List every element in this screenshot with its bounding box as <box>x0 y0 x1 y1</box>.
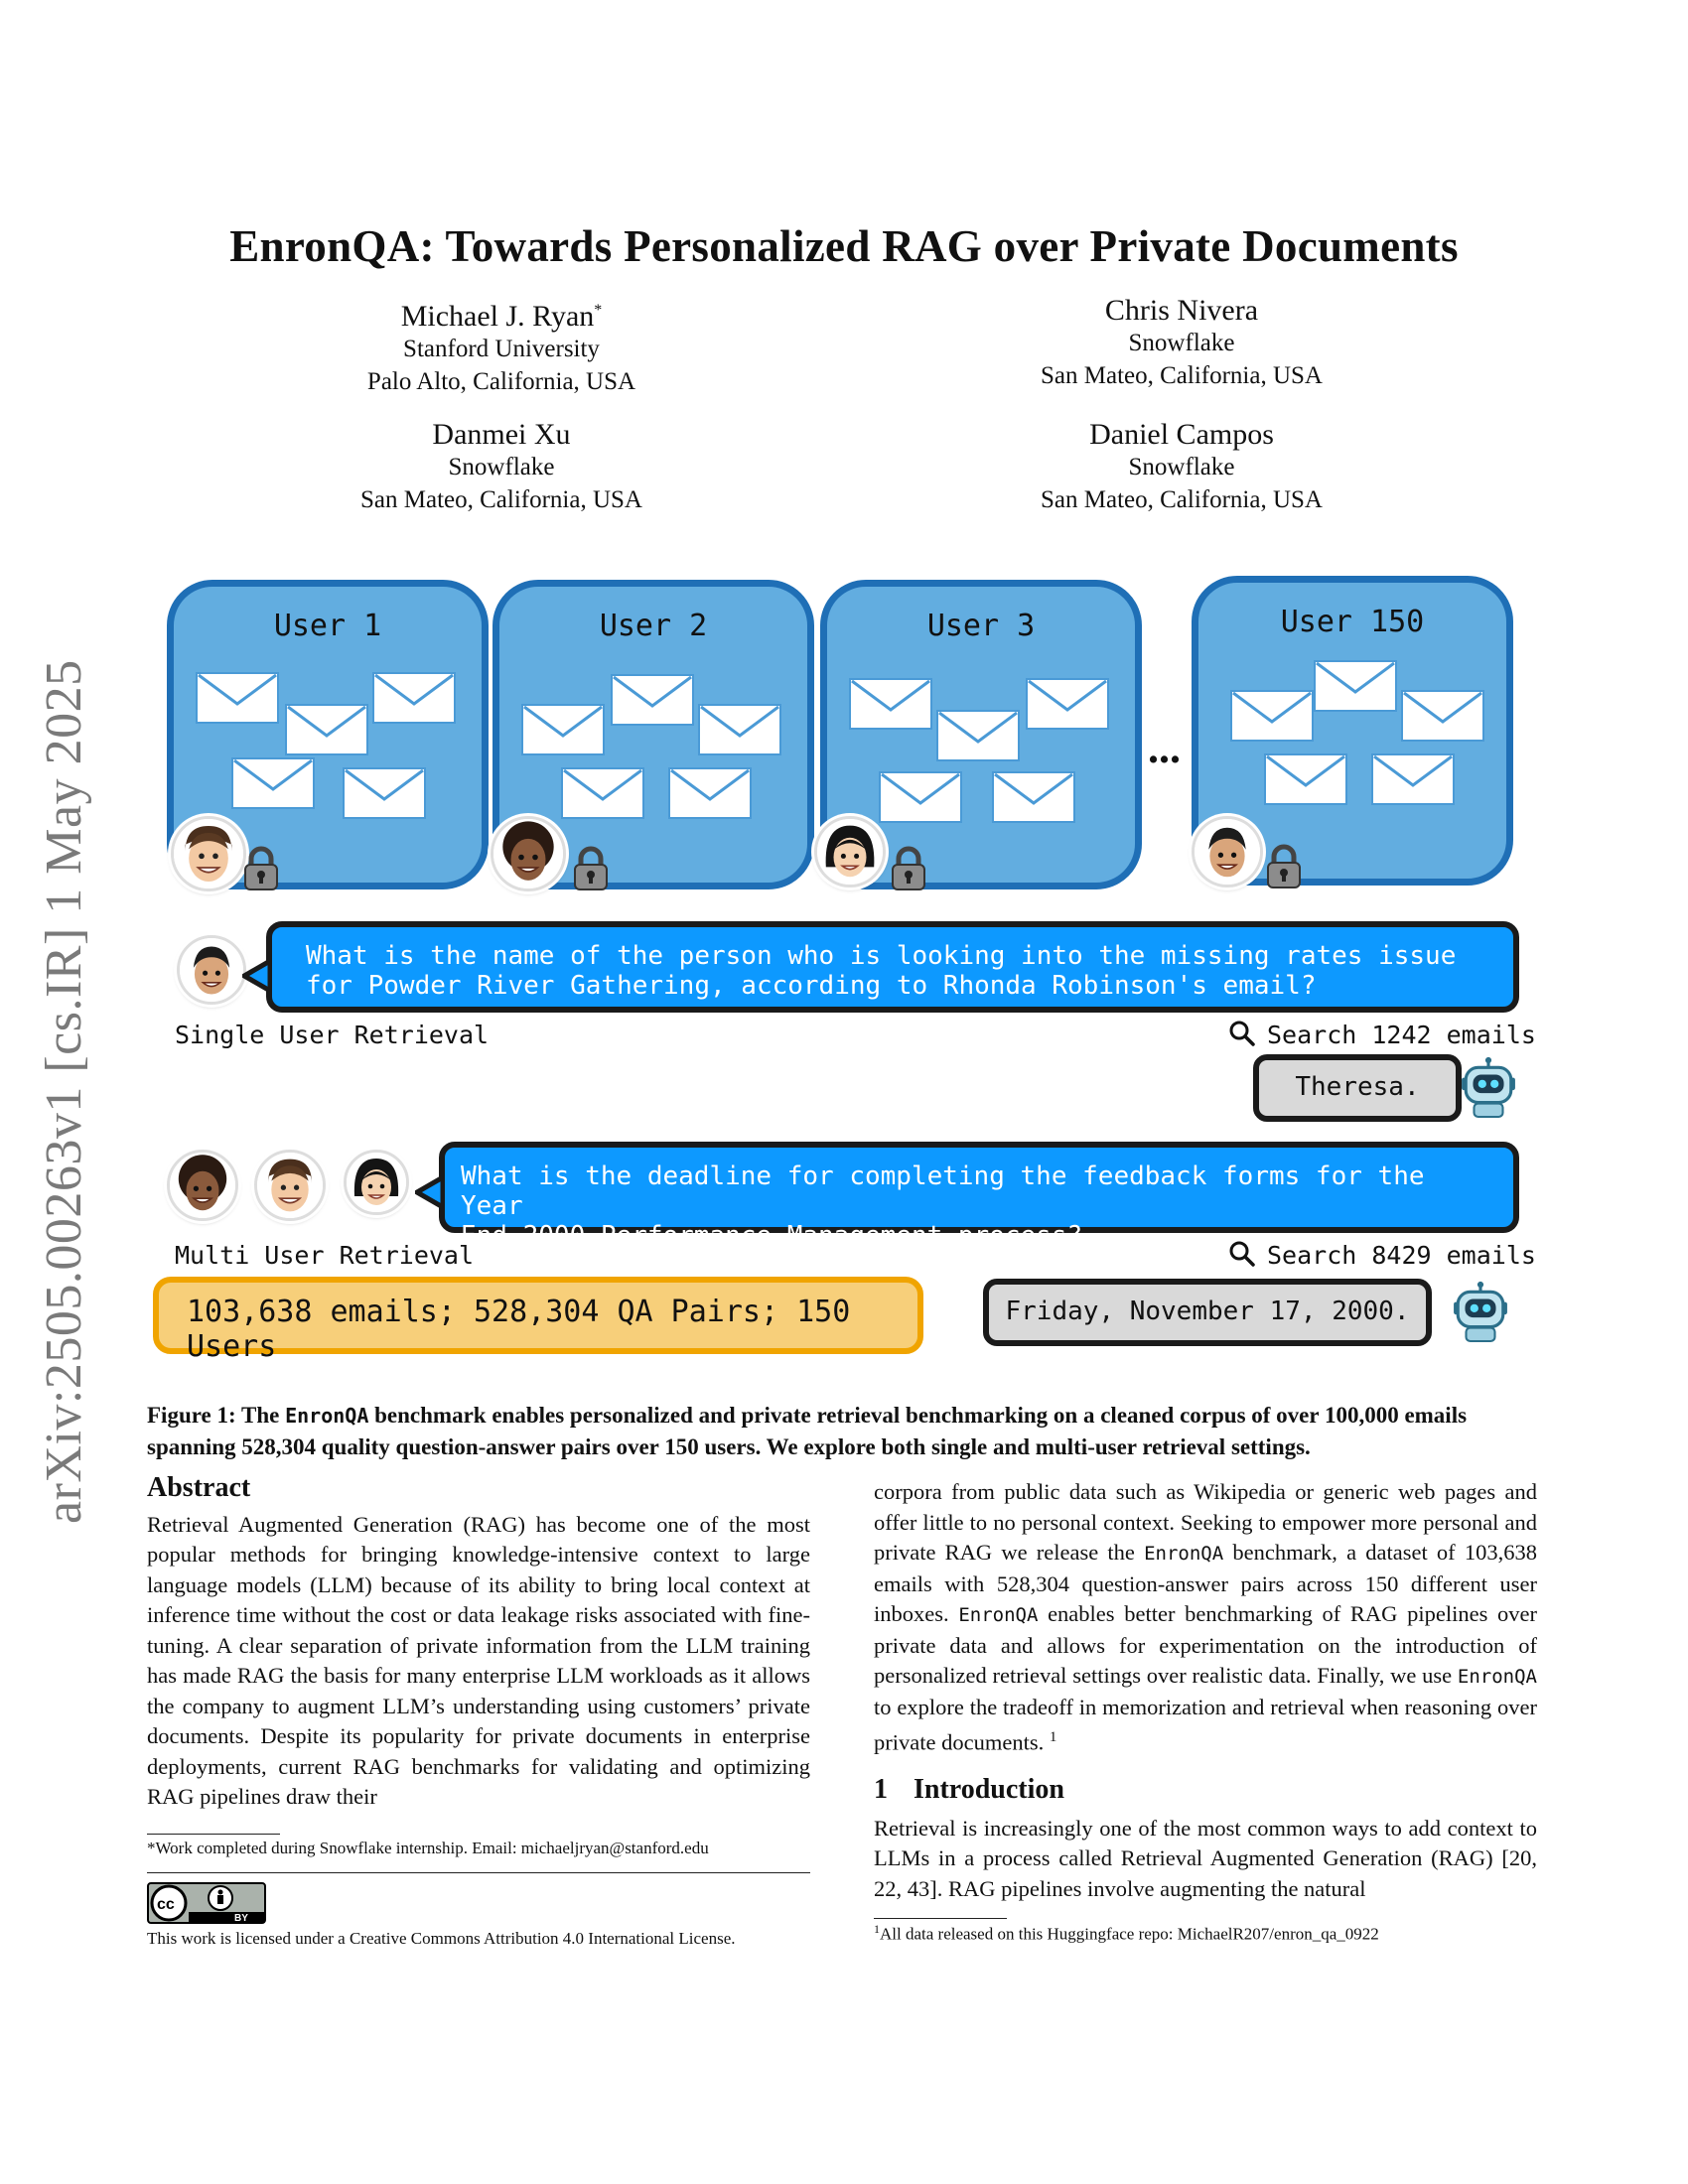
single-user-question <box>266 921 1519 1013</box>
introduction-text: Retrieval is increasingly one of the most common ways to add context to LLMs in a process called Retrieval Augmented Generation (RAG) [20, 22, 43]. RAG pipelines involve augmenting the natural <box>874 1815 1537 1901</box>
question-line: What is the name of the person who is looking into the missing rates issue <box>306 941 1457 971</box>
author-name: Danmei Xu <box>432 418 571 451</box>
question-line: for Powder River Gathering, according to Rhonda Robinson's email? <box>306 971 1317 1001</box>
email-icon <box>1314 660 1397 712</box>
cc-by-license-icon <box>147 1882 266 1924</box>
email-icon <box>231 757 315 809</box>
dataset-stats: 103,638 emails; 528,304 QA Pairs; 150 Users <box>153 1277 923 1354</box>
user-avatar-icon <box>344 1150 409 1215</box>
single-answer: Theresa. <box>1253 1054 1462 1122</box>
search-icon <box>1229 1241 1255 1267</box>
author-location: San Mateo, California, USA <box>360 486 642 513</box>
user-avatar-icon <box>167 1150 238 1221</box>
robot-icon <box>1452 1281 1509 1344</box>
introduction-section <box>874 1775 1537 1904</box>
question-line: End 2000 Performance Management process? <box>461 1221 1083 1251</box>
author-location: Palo Alto, California, USA <box>366 368 636 395</box>
email-icon <box>879 771 962 823</box>
footnote-rule <box>874 1918 1007 1919</box>
email-icon <box>698 704 781 755</box>
email-icon <box>372 672 456 724</box>
dataset-name: EnronQA <box>958 1604 1039 1626</box>
author-mark: * <box>594 302 603 319</box>
lock-icon <box>242 846 280 891</box>
multi-user-label: Multi User Retrieval <box>175 1241 475 1270</box>
arxiv-stamp: arXiv:2505.00263v1 [cs.IR] 1 May 2025 <box>36 659 92 1524</box>
email-icon <box>196 672 279 724</box>
email-icon <box>1026 678 1109 730</box>
caption-dataset-name: EnronQA <box>285 1404 369 1428</box>
license-text: This work is licensed under a Creative Commons Attribution 4.0 International License. <box>147 1929 736 1948</box>
abstract-text: Retrieval Augmented Generation (RAG) has become one of the most popular methods for bringing knowledge-intensive context to large language models (LLM) because of its ability to bring local context at inference time without the cost or data leakage risks associated with fine-tuning. A clear separation of private information from the LLM training has made RAG the basis for many enterprise LLM workloads as it allows the company to augment LLM’s understanding using customers’ private documents. Despite its popularity for private documents in enterprise deployments, current RAG benchmarks for validating and optimizing RAG pipelines draw their <box>147 1511 810 1809</box>
author-block-4 <box>923 418 1440 516</box>
multi-user-question <box>439 1142 1519 1251</box>
user-label: User 2 <box>599 609 708 643</box>
email-icon <box>285 704 368 755</box>
user-avatar-icon <box>171 816 246 891</box>
user-avatar-icon <box>177 935 246 1005</box>
email-icon <box>343 767 426 819</box>
abstract-heading: Abstract <box>147 1472 251 1503</box>
robot-icon <box>1460 1056 1517 1120</box>
single-user-label: Single User Retrieval <box>175 1021 490 1049</box>
svg-text:BY: BY <box>234 1913 248 1924</box>
abstract-text-part: to explore the tradeoff in memorization and retrieval when reasoning over private documents. <box>874 1694 1537 1755</box>
author-block-1 <box>243 294 760 398</box>
single-search-count: Search 1242 emails <box>1267 1021 1536 1049</box>
caption-text: benchmark enables personalized and private retrieval benchmarking on a cleaned corpus of over 100,000 emails spanning 528,304 quality question-answer pairs over 150 users. We explore both single and multi-user retrieval settings. <box>147 1403 1468 1459</box>
footnote-mark: 1 <box>874 1922 880 1936</box>
email-icon <box>611 674 694 726</box>
user-avatar-icon <box>814 816 886 887</box>
svg-text:cc: cc <box>157 1896 175 1913</box>
author-location: San Mateo, California, USA <box>1041 486 1323 513</box>
lock-icon <box>890 846 927 891</box>
section-number: 1 <box>874 1774 888 1805</box>
footnote-data-text: All data released on this Huggingface repo: MichaelR207/enron_qa_0922 <box>880 1924 1379 1944</box>
email-icon <box>1264 753 1347 805</box>
question-line: What is the deadline for completing the feedback forms for the Year <box>461 1161 1425 1221</box>
email-icon <box>1230 690 1314 742</box>
author-block-2 <box>923 294 1440 392</box>
abstract-continued <box>874 1477 1537 1758</box>
email-icon <box>668 767 752 819</box>
email-icon <box>1401 690 1484 742</box>
email-icon <box>992 771 1075 823</box>
bubble-tail-icon <box>242 959 272 993</box>
caption-prefix: Figure 1: The <box>147 1403 286 1428</box>
email-icon <box>936 710 1020 761</box>
lock-icon <box>572 846 610 891</box>
footnote-work: *Work completed during Snowflake internship. Email: michaeljryan@stanford.edu <box>147 1839 709 1857</box>
author-affiliation: Snowflake <box>1128 330 1235 356</box>
section-title: Introduction <box>914 1774 1064 1805</box>
abstract-text-part: enables better benchmarking of RAG pipelines over private data and allows for experimentation on the introduction of personalized retrieval settings over realistic data. Finally, we use <box>874 1601 1537 1688</box>
lock-icon <box>1265 844 1303 889</box>
author-name: Daniel Campos <box>1089 418 1274 451</box>
ellipsis: ... <box>1148 724 1181 772</box>
email-icon <box>521 704 605 755</box>
abstract-text-part: corpora from public data such as Wikipedia or generic web pages and offer little to no personal context. Seeking to empower more personal and private RAG we release the <box>874 1479 1537 1565</box>
bubble-tail-icon <box>415 1175 445 1209</box>
email-icon <box>561 767 644 819</box>
user-label: User 1 <box>273 609 382 643</box>
author-name: Chris Nivera <box>1104 294 1259 327</box>
user-label: User 150 <box>1280 605 1425 639</box>
user-avatar-icon <box>1192 816 1263 887</box>
multi-search-count: Search 8429 emails <box>1267 1241 1536 1270</box>
author-affiliation: Snowflake <box>1128 454 1235 480</box>
footnote-rule <box>147 1834 280 1835</box>
author-location: San Mateo, California, USA <box>1041 362 1323 389</box>
user-avatar-icon <box>491 816 566 891</box>
introduction-heading <box>874 1775 1537 1806</box>
license-rule <box>147 1872 810 1873</box>
figure-caption <box>147 1400 1537 1462</box>
paper-title: EnronQA: Towards Personalized RAG over Private Documents <box>229 221 1459 271</box>
author-affiliation: Snowflake <box>448 454 555 480</box>
dataset-name: EnronQA <box>1457 1666 1537 1688</box>
footnote-mark: 1 <box>1049 1729 1057 1745</box>
search-icon <box>1229 1021 1255 1046</box>
footnote-data <box>874 1922 1569 1945</box>
email-icon <box>1371 753 1455 805</box>
dataset-name: EnronQA <box>1144 1543 1224 1565</box>
user-avatar-icon <box>254 1150 326 1221</box>
abstract-text-part: benchmark, a dataset of 103,638 emails with 528,304 question-answer pairs across 150 different user inboxes. <box>874 1540 1537 1626</box>
multi-answer: Friday, November 17, 2000. <box>983 1279 1432 1346</box>
user-label: User 3 <box>926 609 1036 643</box>
abstract-section <box>147 1473 810 1813</box>
author-block-3 <box>243 418 760 516</box>
author-affiliation: Stanford University <box>403 336 600 362</box>
email-icon <box>849 678 932 730</box>
author-name: Michael J. Ryan <box>400 300 595 333</box>
